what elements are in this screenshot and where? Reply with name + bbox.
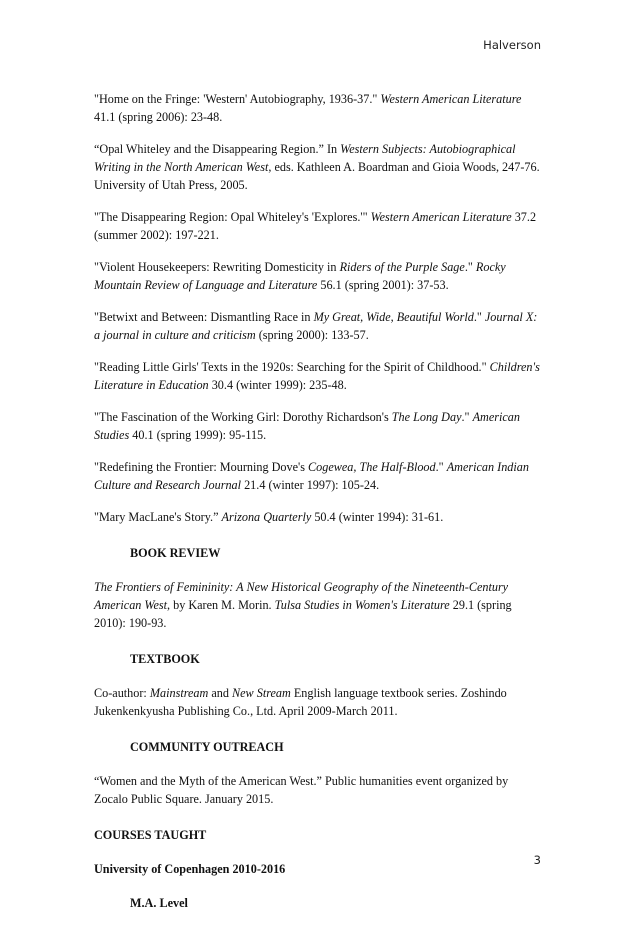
- book-review-entry: [94, 578, 544, 632]
- entry-text: 56.1 (spring 2001): 37-53.: [317, 278, 449, 292]
- entry-text: "The Fascination of the Working Girl: Dorothy Richardson's: [94, 410, 392, 424]
- publication-entry: [94, 508, 544, 526]
- entry-text: 37.2 (summer 2002): 197-221.: [94, 210, 537, 242]
- publication-entry: [94, 408, 544, 444]
- publication-entry: [94, 90, 544, 126]
- journal-title: American Studies: [94, 410, 520, 442]
- work-title: The Long Day: [391, 410, 462, 424]
- textbook-title: New Stream: [232, 686, 291, 700]
- running-header-author: Halverson: [483, 38, 541, 52]
- section-heading-textbook: TEXTBOOK: [130, 652, 200, 666]
- entry-text: Co-author:: [94, 686, 150, 700]
- entry-text: "Mary MacLane's Story.”: [94, 510, 222, 524]
- page-number: 3: [533, 853, 541, 867]
- entry-text: "Betwixt and Between: Dismantling Race in: [94, 310, 314, 324]
- publication-entry: [94, 308, 544, 344]
- journal-title: Journal X: a journal in culture and criticism: [94, 310, 538, 342]
- entry-text: , by Karen M. Morin.: [167, 598, 275, 612]
- book-title: The Frontiers of Femininity: A New Historical Geography of the Nineteenth-Century American West: [94, 580, 509, 612]
- entry-text: , eds. Kathleen A. Boardman and Gioia Woods, 247-76. University of Utah Press, 2005.: [94, 160, 540, 192]
- section-heading-book-review: BOOK REVIEW: [130, 546, 221, 560]
- textbook-title: Mainstream: [149, 686, 209, 700]
- entry-text: 30.4 (winter 1999): 235-48.: [208, 378, 347, 392]
- entry-text: "Home on the Fringe: 'Western' Autobiography, 1936-37.": [94, 92, 381, 106]
- journal-title: Rocky Mountain Review of Language and Literature: [94, 260, 506, 292]
- entry-text: "Violent Housekeepers: Rewriting Domesticity in: [94, 260, 340, 274]
- publication-entry: [94, 458, 544, 494]
- book-title: Western Subjects: Autobiographical Writing in the North American West: [94, 142, 516, 174]
- entry-text: “Opal Whiteley and the Disappearing Region.” In: [94, 142, 341, 156]
- journal-title: Western American Literature: [380, 92, 522, 106]
- entry-text: 29.1 (spring 2010): 190-93.: [94, 598, 512, 630]
- entry-text: .": [473, 310, 485, 324]
- section-heading-community-outreach: COMMUNITY OUTREACH: [130, 740, 284, 754]
- entry-text: .": [461, 410, 473, 424]
- journal-title: American Indian Culture and Research Journal: [94, 460, 529, 492]
- entry-text: .": [464, 260, 476, 274]
- document-body: [94, 90, 544, 928]
- entry-text: (spring 2000): 133-57.: [255, 328, 369, 342]
- entry-text: 40.1 (spring 1999): 95-115.: [129, 428, 267, 442]
- work-title: Riders of the Purple Sage: [339, 260, 465, 274]
- entry-text: English language textbook series. Zoshindo Jukenkenkyusha Publishing Co., Ltd. April 2009-March 2011.: [94, 686, 507, 718]
- entry-text: 50.4 (winter 1994): 31-61.: [311, 510, 444, 524]
- textbook-entry: [94, 684, 544, 720]
- entry-text: 21.4 (winter 1997): 105-24.: [241, 478, 380, 492]
- publication-entry: [94, 258, 544, 294]
- entry-text: and: [208, 686, 233, 700]
- journal-title: Arizona Quarterly: [221, 510, 312, 524]
- publication-entry: [94, 358, 544, 394]
- work-title: Cogewea, The Half-Blood: [308, 460, 436, 474]
- entry-text: 41.1 (spring 2006): 23-48.: [94, 110, 223, 124]
- section-heading-courses-taught: COURSES TAUGHT: [94, 828, 207, 842]
- entry-text: "Redefining the Frontier: Mourning Dove's: [94, 460, 308, 474]
- work-title: My Great, Wide, Beautiful World: [313, 310, 474, 324]
- course-level-heading: M.A. Level: [130, 896, 188, 910]
- journal-title: Children's Literature in Education: [94, 360, 540, 392]
- entry-text: "The Disappearing Region: Opal Whiteley's 'Explores.'": [94, 210, 371, 224]
- publication-entry: [94, 208, 544, 244]
- publication-entry: [94, 140, 544, 194]
- entry-text: .": [435, 460, 447, 474]
- entry-text: "Reading Little Girls' Texts in the 1920s: Searching for the Spirit of Childhood.": [94, 360, 490, 374]
- journal-title: Tulsa Studies in Women's Literature: [274, 598, 450, 612]
- university-heading: University of Copenhagen 2010-2016: [94, 862, 286, 876]
- journal-title: Western American Literature: [370, 210, 512, 224]
- outreach-entry: “Women and the Myth of the American West.” Public humanities event organized by Zocalo Public Square. January 2015.: [94, 774, 509, 806]
